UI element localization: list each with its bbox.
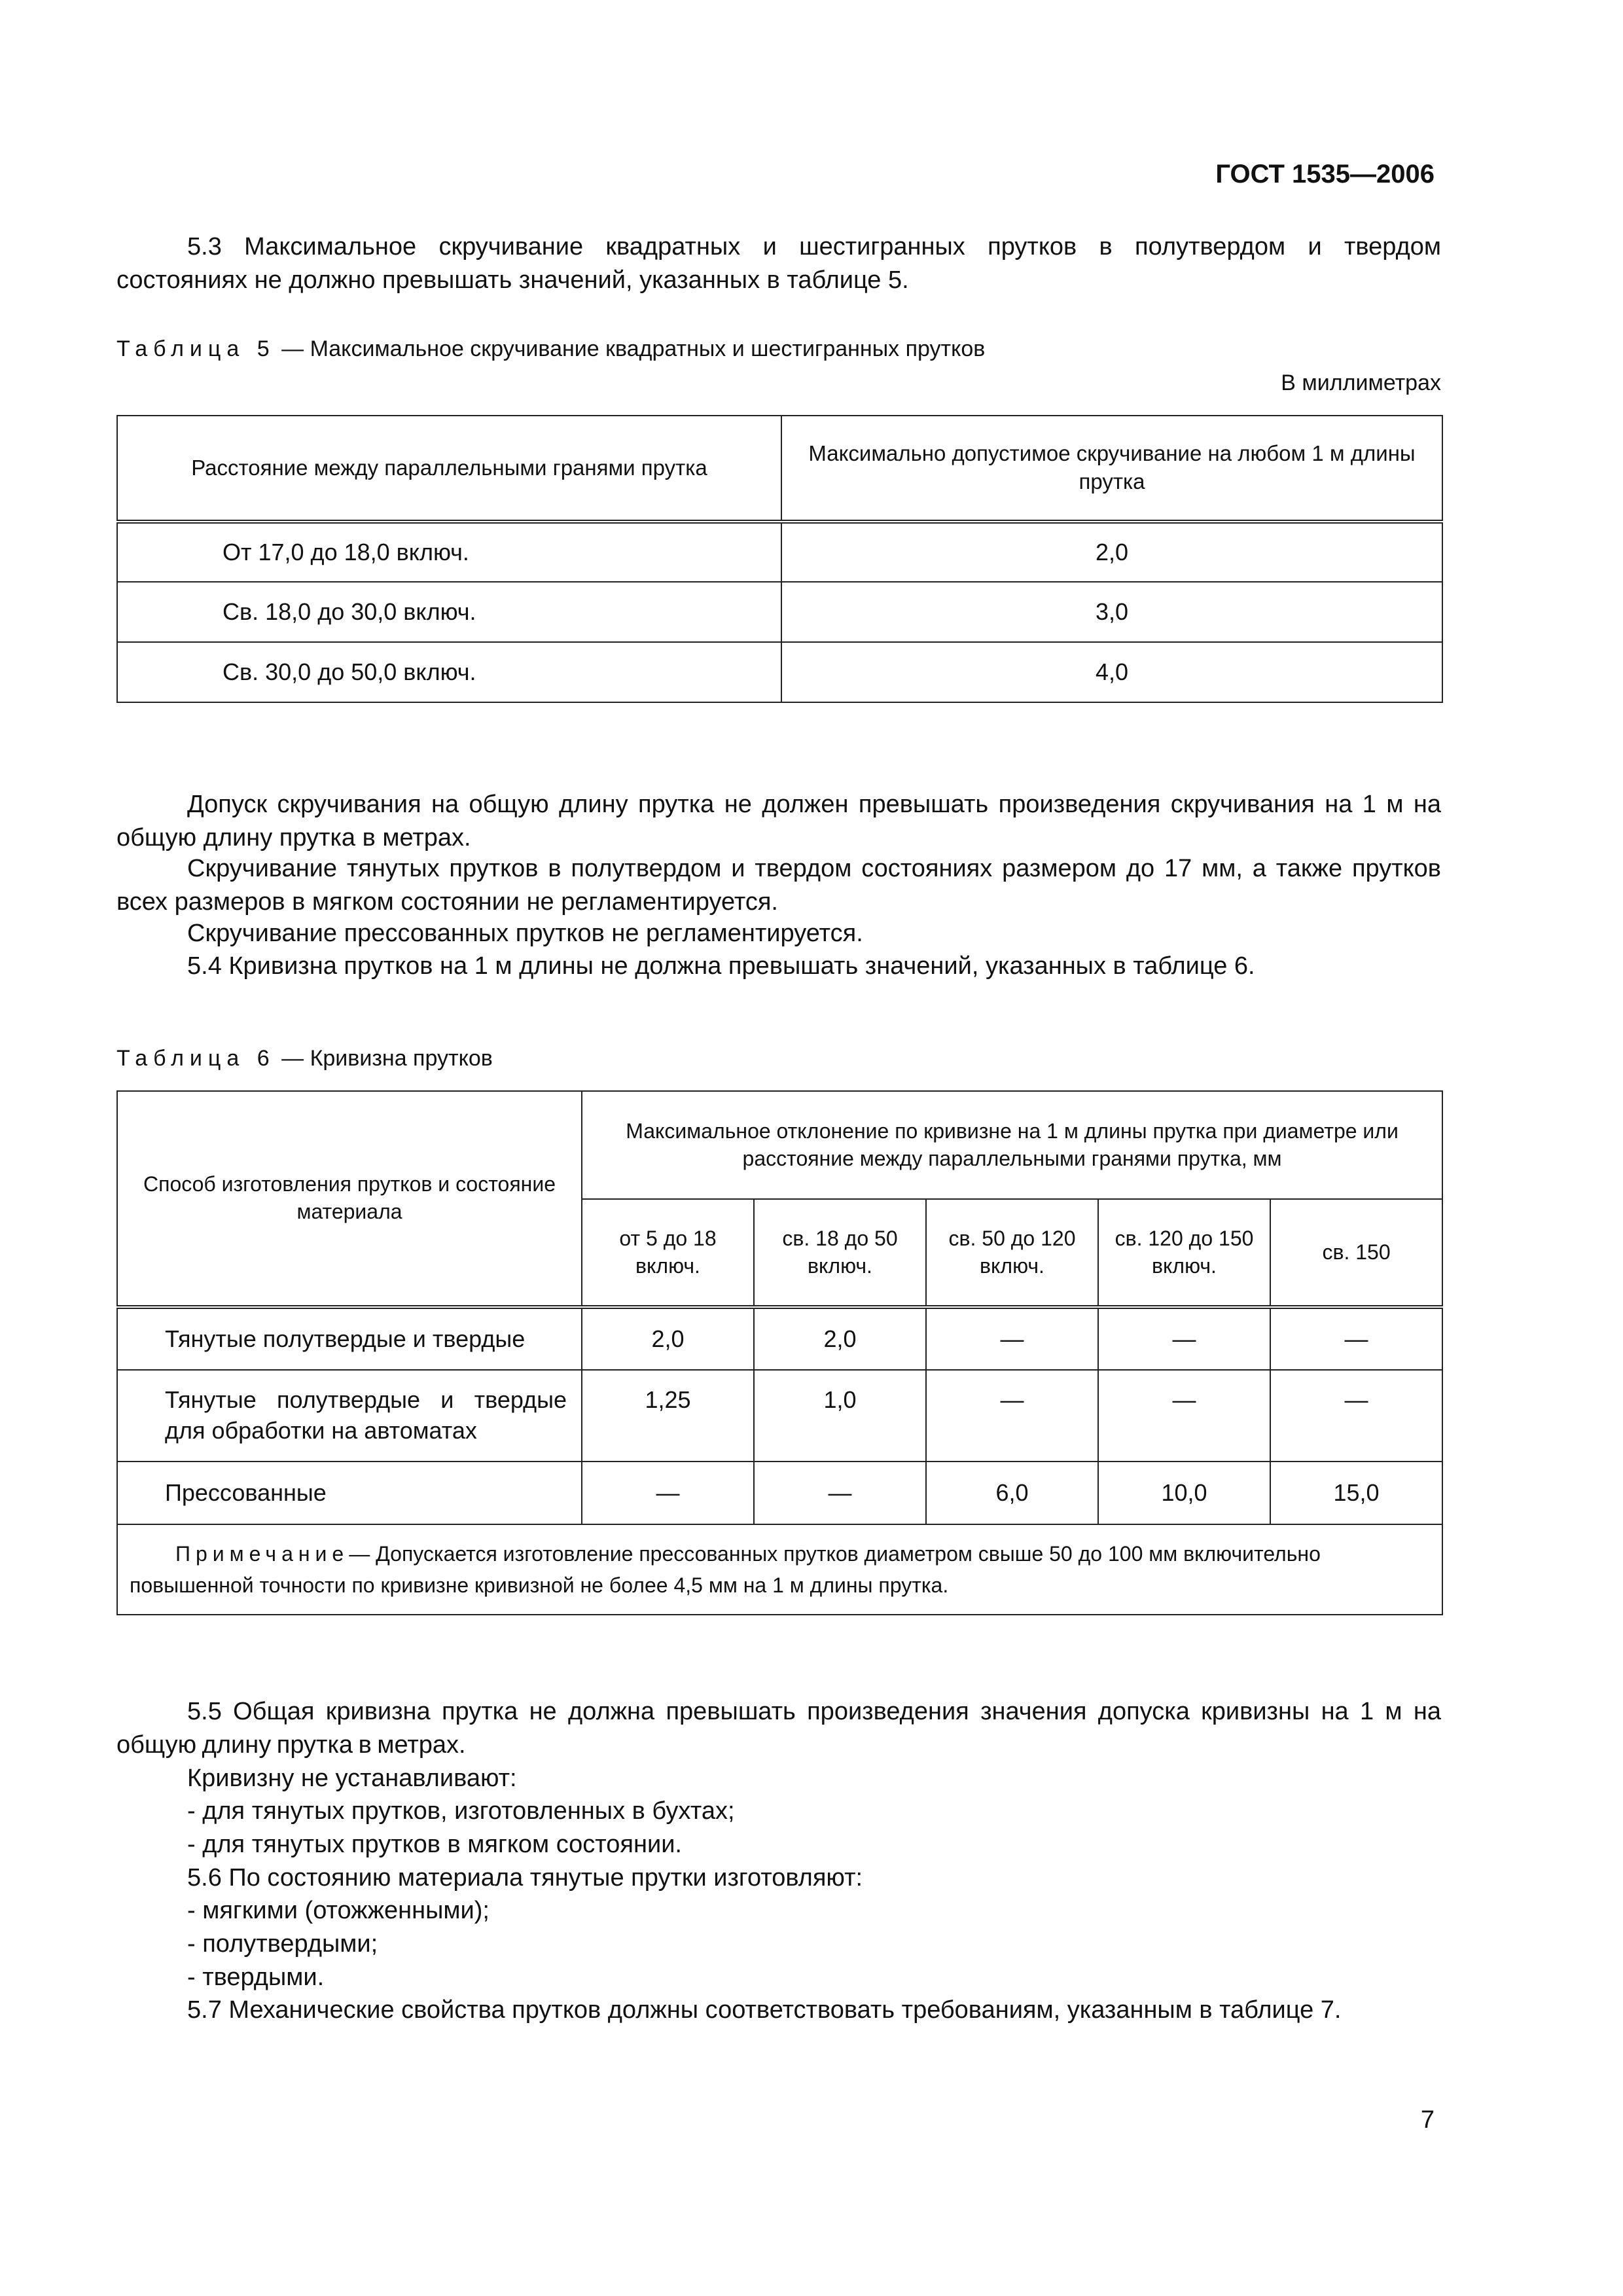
clause-5-5: 5.5 Общая кривизна прутка не должна превышать произведения значения допуска кривизны на 1 м на общую длину прутка в метрах. xyxy=(116,1698,1441,1759)
table5-header-distance: Расстояние между параллельными гранями прутка xyxy=(117,416,781,522)
table6-cell: 1,0 xyxy=(754,1370,926,1462)
table6-subheader: св. 50 до 120 включ. xyxy=(926,1199,1098,1307)
page-number: 7 xyxy=(1420,2106,1435,2134)
table6-caption xyxy=(116,1046,493,1071)
table5-header-twist: Максимально допустимое скручивание на любом 1 м длины прутка xyxy=(781,416,1442,522)
clause-5-6-item: - твердыми. xyxy=(187,1964,325,1991)
table6-cell: — xyxy=(582,1462,754,1524)
table6-note-lead: Примечание xyxy=(175,1542,349,1566)
table6-cell: 2,0 xyxy=(582,1307,754,1370)
table5-units: В миллиметрах xyxy=(1281,370,1441,395)
table6-row-label: Прессованные xyxy=(117,1462,582,1524)
table6-cell: 1,25 xyxy=(582,1370,754,1462)
table5-caption xyxy=(116,336,985,362)
table6-note xyxy=(117,1524,1442,1615)
table5-row-value: 2,0 xyxy=(781,522,1442,582)
clause-5-3-line1: 5.3 Максимальное скручивание квадратных и шестигранных прутков в полутвердом и твердом xyxy=(187,233,1441,260)
table6-subheader: св. 150 xyxy=(1270,1199,1442,1307)
clause-5-5-sub: Кривизну не устанавливают: xyxy=(187,1765,517,1792)
table5-row-range: Св. 30,0 до 50,0 включ. xyxy=(117,642,781,702)
table5-row-range: От 17,0 до 18,0 включ. xyxy=(117,522,781,582)
table5-row-value: 3,0 xyxy=(781,582,1442,642)
table6-cell: 15,0 xyxy=(1270,1462,1442,1524)
table6-note-text: — Допускается изготовление прессованных прутков диаметром свыше 50 до 100 мм включительно повышенной точности по кривизне кривизной не более 4,5 мм на 1 м длины прутка. xyxy=(130,1542,1321,1597)
table5-caption-title: — Максимальное скручивание квадратных и шестигранных прутков xyxy=(281,336,986,361)
twist-tolerance-paragraph: Допуск скручивания на общую длину прутка не должен превышать произведения скручивания на 1 м на общую длину прутка в метрах. xyxy=(116,791,1441,852)
table6-cell: — xyxy=(926,1370,1098,1462)
clause-5-4: 5.4 Кривизна прутков на 1 м длины не должна превышать значений, указанных в таблице 6. xyxy=(187,952,1255,980)
table6-row-label: Тянутые полутвердые и твердые xyxy=(117,1307,582,1370)
clause-5-3-line2: состояниях не должно превышать значений, указанных в таблице 5. xyxy=(116,266,909,294)
clause-5-6: 5.6 По состоянию материала тянутые прутки изготовляют: xyxy=(187,1864,863,1892)
table6-cell: — xyxy=(926,1307,1098,1370)
table6-header-deviation: Максимальное отклонение по кривизне на 1 м длины прутка при диаметре или расстояние между параллельными гранями прутка, мм xyxy=(582,1091,1442,1199)
pressed-bars-twist-paragraph: Скручивание прессованных прутков не регламентируется. xyxy=(187,920,863,947)
table6-header-method: Способ изготовления прутков и состояние материала xyxy=(117,1091,582,1307)
table6-subheader: св. 120 до 150 включ. xyxy=(1098,1199,1270,1307)
table6-subheader: св. 18 до 50 включ. xyxy=(754,1199,926,1307)
table6-cell: — xyxy=(1098,1370,1270,1462)
table5-row-value: 4,0 xyxy=(781,642,1442,702)
clause-5-3 xyxy=(116,230,1441,297)
table6-cell: — xyxy=(754,1462,926,1524)
clause-5-5-item: - для тянутых прутков, изготовленных в бухтах; xyxy=(187,1797,735,1825)
clause-5-6-item: - мягкими (отожженными); xyxy=(187,1897,490,1924)
table5-row-range: Св. 18,0 до 30,0 включ. xyxy=(117,582,781,642)
table6-caption-title: — Кривизна прутков xyxy=(281,1046,493,1071)
clause-5-6-item: - полутвердыми; xyxy=(187,1930,378,1958)
table6-subheader: от 5 до 18 включ. xyxy=(582,1199,754,1307)
table6-cell: 6,0 xyxy=(926,1462,1098,1524)
table5 xyxy=(116,415,1443,703)
table5-caption-lead: Таблица 5 xyxy=(116,336,276,361)
drawn-bars-twist-paragraph: Скручивание тянутых прутков в полутвердом и твердом состояниях размером до 17 мм, а также прутков всех размеров в мягком состоянии не регламентируется. xyxy=(116,855,1441,916)
clause-5-5-item: - для тянутых прутков в мягком состоянии. xyxy=(187,1831,682,1858)
table6-cell: — xyxy=(1270,1307,1442,1370)
table6-caption-lead: Таблица 6 xyxy=(116,1046,276,1071)
table6-cell: 2,0 xyxy=(754,1307,926,1370)
standard-number: ГОСТ 1535—2006 xyxy=(1215,160,1435,188)
table6-cell: — xyxy=(1098,1307,1270,1370)
clause-5-7: 5.7 Механические свойства прутков должны соответствовать требованиям, указанным в таблице 7. xyxy=(187,1996,1342,2024)
table6-cell: — xyxy=(1270,1370,1442,1462)
table6-row-label: Тянутые полутвердые и твердые для обработки на автоматах xyxy=(117,1370,582,1462)
table6-cell: 10,0 xyxy=(1098,1462,1270,1524)
table6 xyxy=(116,1090,1443,1615)
